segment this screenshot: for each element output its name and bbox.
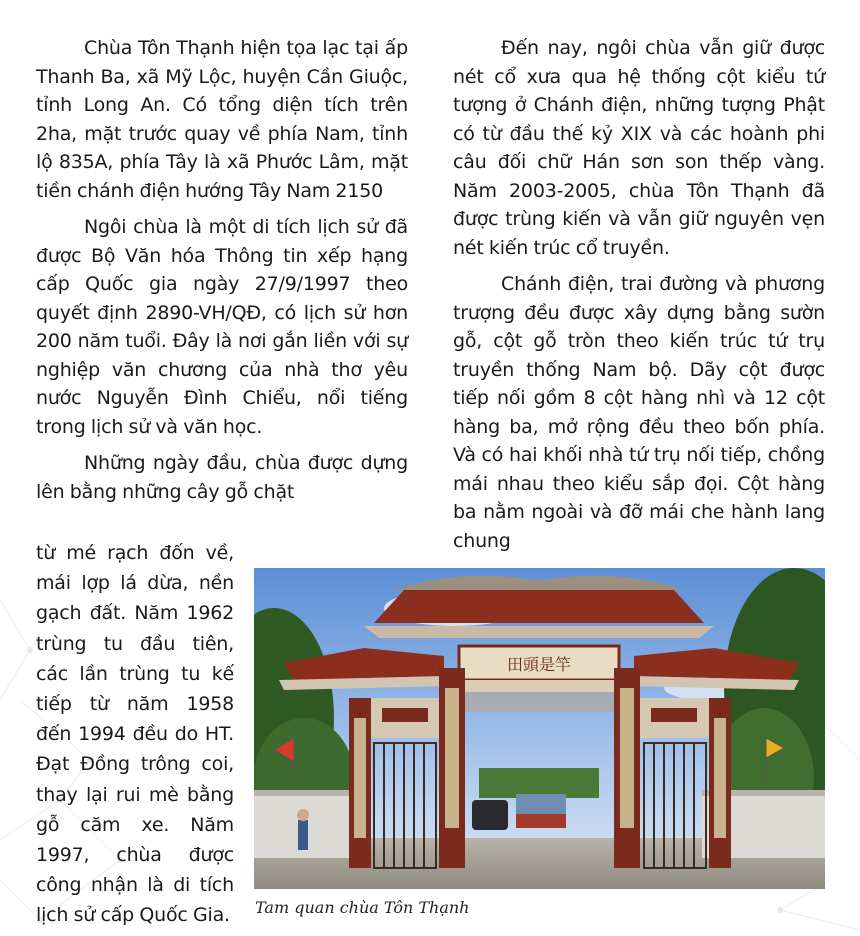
left-paragraph-1: Chùa Tôn Thạnh hiện tọa lạc tại ấp Thanh Ba, xã Mỹ Lộc, huyện Cần Giuộc, tỉnh Long An. Có tổng diện tích trên 2ha, mặt trước quay về phía Nam, tỉnh lộ 835A, phía Tây là xã Phước Lâm, mặt tiền chánh điện hướng Tây Nam 2150 [36, 37, 408, 202]
left-paragraph-2: Ngôi chùa là một di tích lịch sử đã được Bộ Văn hóa Thông tin xếp hạng cấp Quốc gia ngày 27/9/1997 theo quyết định 2890-VH/QĐ, có lịch sử hơn 200 năm tuổi. Đây là nơi gắn liền với sự nghiệp văn chương của nhà thơ yêu nước Nguyễn Đình Chiểu, nổi tiếng trong lịch sử và văn học. [36, 216, 408, 438]
photo-caption: Tam quan chùa Tôn Thạnh [255, 898, 470, 917]
left-narrow-column [36, 538, 234, 931]
temple-gate-photo [254, 568, 825, 889]
right-paragraph-2: Chánh điện, trai đường và phương trượng đều được xây dựng bằng sườn gỗ, cột gỗ tròn theo kiến trúc tứ trụ truyền thống Nam bộ. Dãy cột được tiếp nối gồm 8 cột hàng nhì và 12 cột hàng ba, mở rộng đều theo bốn phía. Và có hai khối nhà tứ trụ nối tiếp, chồng mái nhau theo kiểu sắp đọi. Cột hàng ba nằm ngoài và đỡ mái che hành lang chung [453, 273, 825, 552]
right-paragraph-1: Đến nay, ngôi chùa vẫn giữ được nét cổ xưa qua hệ thống cột kiểu tứ tượng ở Chánh điện, những tượng Phật có từ đầu thế kỷ XIX và các hoành phi câu đối chữ Hán sơn son thếp vàng. Năm 2003-2005, chùa Tôn Thạnh đã được trùng kiến và vẫn giữ nguyên vẹn nét kiến trúc cổ truyền. [453, 37, 825, 259]
right-column [453, 34, 825, 555]
left-column [36, 34, 408, 506]
left-paragraph-3: Những ngày đầu, chùa được dựng lên bằng những cây gỗ chặt [36, 452, 408, 503]
narrow-paragraph: từ mé rạch đốn về, mái lợp lá dừa, nền gạch đất. Năm 1962 trùng tu đầu tiên, các lần trùng tu kế tiếp từ năm 1958 đến 1994 đều do HT. Đạt Đồng trông coi, thay lại rui mè bằng gỗ căm xe. Năm 1997, chùa được công nhận là di tích lịch sử cấp Quốc Gia. [36, 542, 234, 927]
gate-sign-text: 田頭是竿 [506, 655, 572, 674]
